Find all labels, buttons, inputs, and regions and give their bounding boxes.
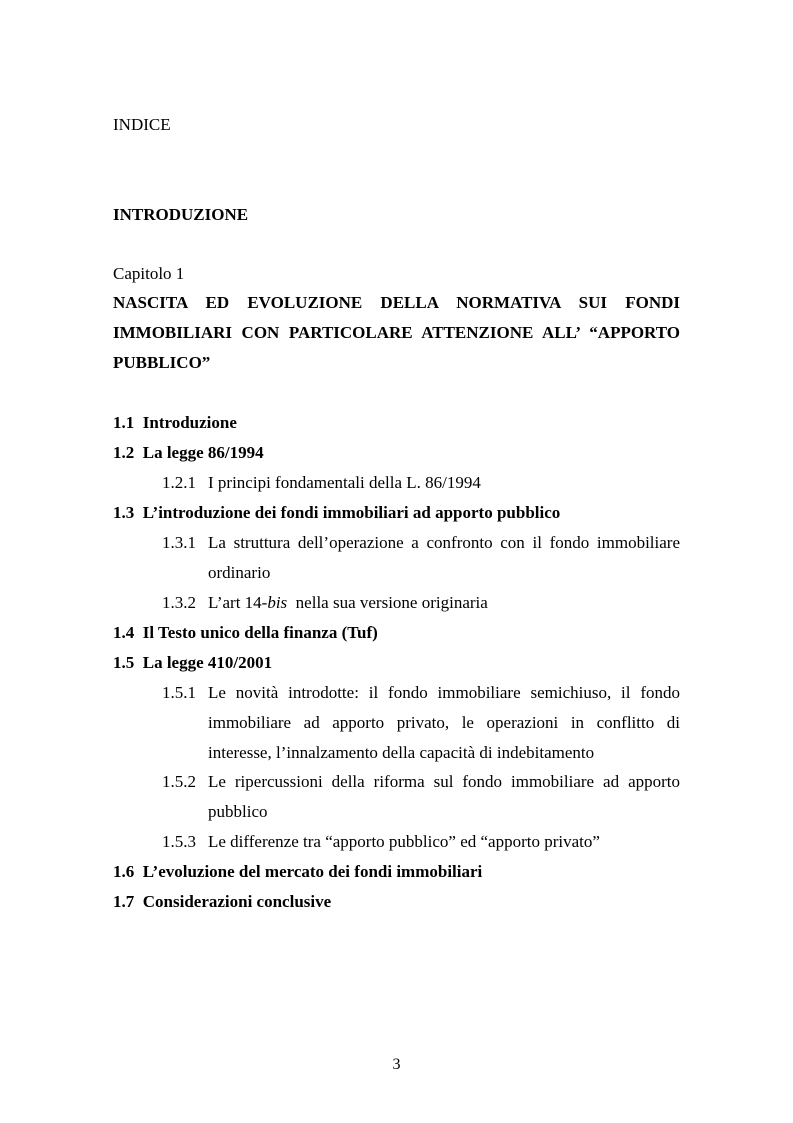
section-number: 1.7 <box>113 892 135 911</box>
toc-section <box>113 653 272 673</box>
toc-section <box>113 892 331 912</box>
section-title: Introduzione <box>142 413 237 432</box>
subsection-title-part: nella sua versione originaria <box>287 593 488 612</box>
section-number: 1.1 <box>113 413 135 432</box>
subsection-number: 1.5.2 <box>162 772 196 791</box>
toc-subsection <box>0 683 793 705</box>
subsection-number: 1.2.1 <box>162 473 196 492</box>
section-number: 1.5 <box>113 653 135 672</box>
chapter-title-line: PUBBLICO” <box>113 353 211 372</box>
toc-subsection <box>0 593 793 615</box>
chapter-title-line: IMMOBILIARI CON PARTICOLARE ATTENZIONE ALL’ “APPORTO <box>113 323 680 342</box>
introduction-heading: INTRODUZIONE <box>113 205 249 224</box>
section-number: 1.3 <box>113 503 135 522</box>
subsection-number: 1.5.3 <box>162 832 196 851</box>
section-title: L’evoluzione del mercato dei fondi immobiliari <box>142 862 483 881</box>
subsection-title-line: immobiliare ad apporto privato, le operazioni in conflitto di <box>208 713 680 732</box>
subsection-title: Le differenze tra “apporto pubblico” ed “apporto privato” <box>208 832 600 851</box>
subsection-title-italic: bis <box>267 593 288 612</box>
section-title: Il Testo unico della finanza (Tuf) <box>142 623 378 642</box>
subsection-title-part: L’art 14- <box>208 593 268 612</box>
toc-subsection <box>0 473 793 495</box>
section-number: 1.6 <box>113 862 135 881</box>
subsection-title-line: La struttura dell’operazione a confronto con il fondo immobiliare <box>208 533 680 552</box>
subsection-title-line: ordinario <box>208 563 271 582</box>
subsection-title <box>208 593 680 613</box>
section-title: La legge 86/1994 <box>142 443 264 462</box>
subsection-title: I principi fondamentali della L. 86/1994 <box>208 473 481 492</box>
toc-section <box>113 503 560 523</box>
toc-subsection <box>0 832 793 854</box>
subsection-title-line: Le novità introdotte: il fondo immobiliare semichiuso, il fondo <box>208 683 680 702</box>
subsection-number: 1.5.1 <box>162 683 196 702</box>
toc-section <box>113 413 237 433</box>
subsection-number: 1.3.1 <box>162 533 196 552</box>
chapter-title-line: NASCITA ED EVOLUZIONE DELLA NORMATIVA SUI FONDI <box>113 293 680 312</box>
toc-subsection <box>0 772 793 794</box>
section-title: L’introduzione dei fondi immobiliari ad apporto pubblico <box>142 503 561 522</box>
subsection-title-line: Le ripercussioni della riforma sul fondo immobiliare ad apporto <box>208 772 680 791</box>
section-number: 1.4 <box>113 623 135 642</box>
subsection-title-line: pubblico <box>208 802 268 821</box>
chapter-label: Capitolo 1 <box>113 264 185 283</box>
index-heading: INDICE <box>113 115 171 134</box>
subsection-number: 1.3.2 <box>162 593 196 612</box>
toc-subsection <box>0 533 793 555</box>
toc-section <box>113 862 482 882</box>
toc-section <box>113 443 264 463</box>
page-number: 3 <box>392 1056 401 1073</box>
section-number: 1.2 <box>113 443 135 462</box>
toc-section <box>113 623 378 643</box>
section-title: La legge 410/2001 <box>142 653 273 672</box>
section-title: Considerazioni conclusive <box>142 892 332 911</box>
subsection-title-line: interesse, l’innalzamento della capacità di indebitamento <box>208 743 595 762</box>
